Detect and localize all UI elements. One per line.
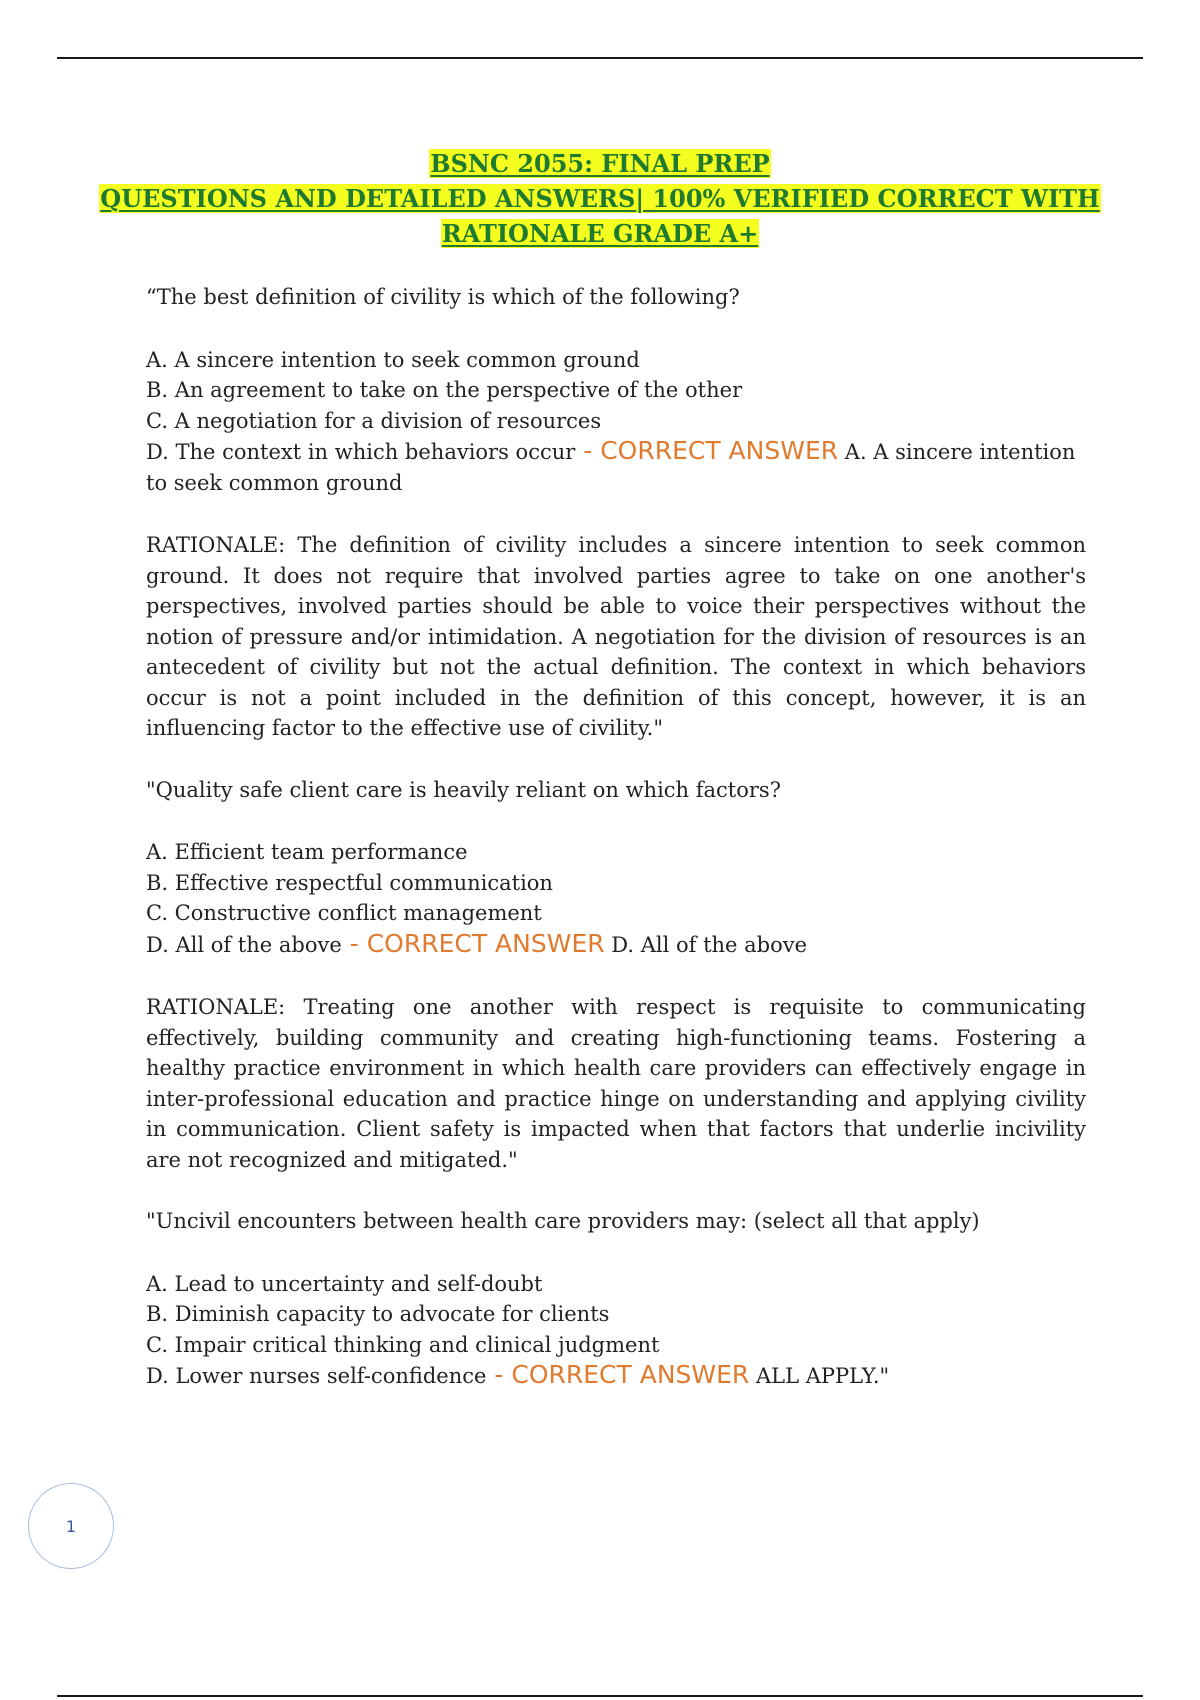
option-a: A. Lead to uncertainty and self-doubt (146, 1271, 543, 1296)
option-c: C. Impair critical thinking and clinical judgment (146, 1332, 660, 1357)
option-d-with-answer (146, 1360, 1086, 1392)
answer-separator: - (575, 436, 601, 465)
correct-answer-label: CORRECT ANSWER (366, 928, 605, 958)
option-a: A. Efficient team performance (146, 840, 468, 864)
answer-options (146, 837, 1086, 960)
correct-answer-text: ALL APPLY." (749, 1364, 890, 1388)
option-d: D. All of the above (146, 932, 342, 957)
header-rule (57, 57, 1143, 59)
correct-answer-label: CORRECT ANSWER (600, 436, 839, 465)
answer-separator: - (486, 1360, 512, 1389)
rationale-text: RATIONALE: The definition of civility includes a sincere intention to seek common ground. It does not require that involved parties agree to take on one another's perspectives, involved parties should be able to voice their perspectives without the notion of pressure and/or intimidation. A negotiation for the division of resources is an antecedent of civility but not the actual definition. The context in which behaviors occur is not a point included in the definition of this concept, however, it is an influencing factor to the effective use of civility." (146, 533, 1086, 740)
option-d: D. The context in which behaviors occur (146, 440, 576, 464)
question-text: “The best definition of civility is which of the following? (146, 285, 740, 309)
footer-rule (57, 1695, 1143, 1697)
question-text: "Uncivil encounters between health care providers may: (select all that apply) (146, 1209, 980, 1233)
title-line-1: BSNC 2055: FINAL PREP (430, 149, 770, 178)
option-d: D. Lower nurses self-confidence (146, 1364, 487, 1388)
document-title (57, 146, 1143, 251)
answer-options (146, 1269, 1086, 1392)
option-d-with-answer (146, 436, 1086, 498)
page-number: 1 (65, 1516, 77, 1536)
title-line-3: RATIONALE GRADE A+ (441, 219, 759, 248)
page-number-badge (28, 1483, 114, 1569)
option-b: B. Effective respectful communication (146, 870, 553, 895)
option-a: A. A sincere intention to seek common ground (146, 347, 640, 372)
rationale-text: RATIONALE: Treating one another with respect is requisite to communicating effectively, building community and creating high-functioning teams. Fostering a healthy practice environment in which health care providers can effectively engage in inter-professional education and practice hinge on understanding and applying civility in communication. Client safety is impacted when that factors that underlie incivility are not recognized and mitigated." (146, 995, 1086, 1172)
title-line-2: QUESTIONS AND DETAILED ANSWERS| 100% VERIFIED CORRECT WITH (100, 184, 1100, 213)
option-d-with-answer (146, 929, 1086, 961)
option-b: B. An agreement to take on the perspective of the other (146, 378, 743, 402)
option-c: C. Constructive conflict management (146, 901, 542, 925)
question-text: "Quality safe client care is heavily reliant on which factors? (146, 777, 781, 802)
option-c: C. A negotiation for a division of resources (146, 408, 602, 433)
correct-answer-label: CORRECT ANSWER (511, 1360, 750, 1389)
answer-separator: - (341, 928, 367, 958)
correct-answer-text: D. All of the above (604, 932, 808, 957)
correct-answer-text: A. A sincere intention to seek common ground (146, 440, 1076, 495)
answer-options (146, 345, 1086, 499)
document-body (146, 282, 1086, 1424)
option-b: B. Diminish capacity to advocate for clients (146, 1302, 610, 1326)
